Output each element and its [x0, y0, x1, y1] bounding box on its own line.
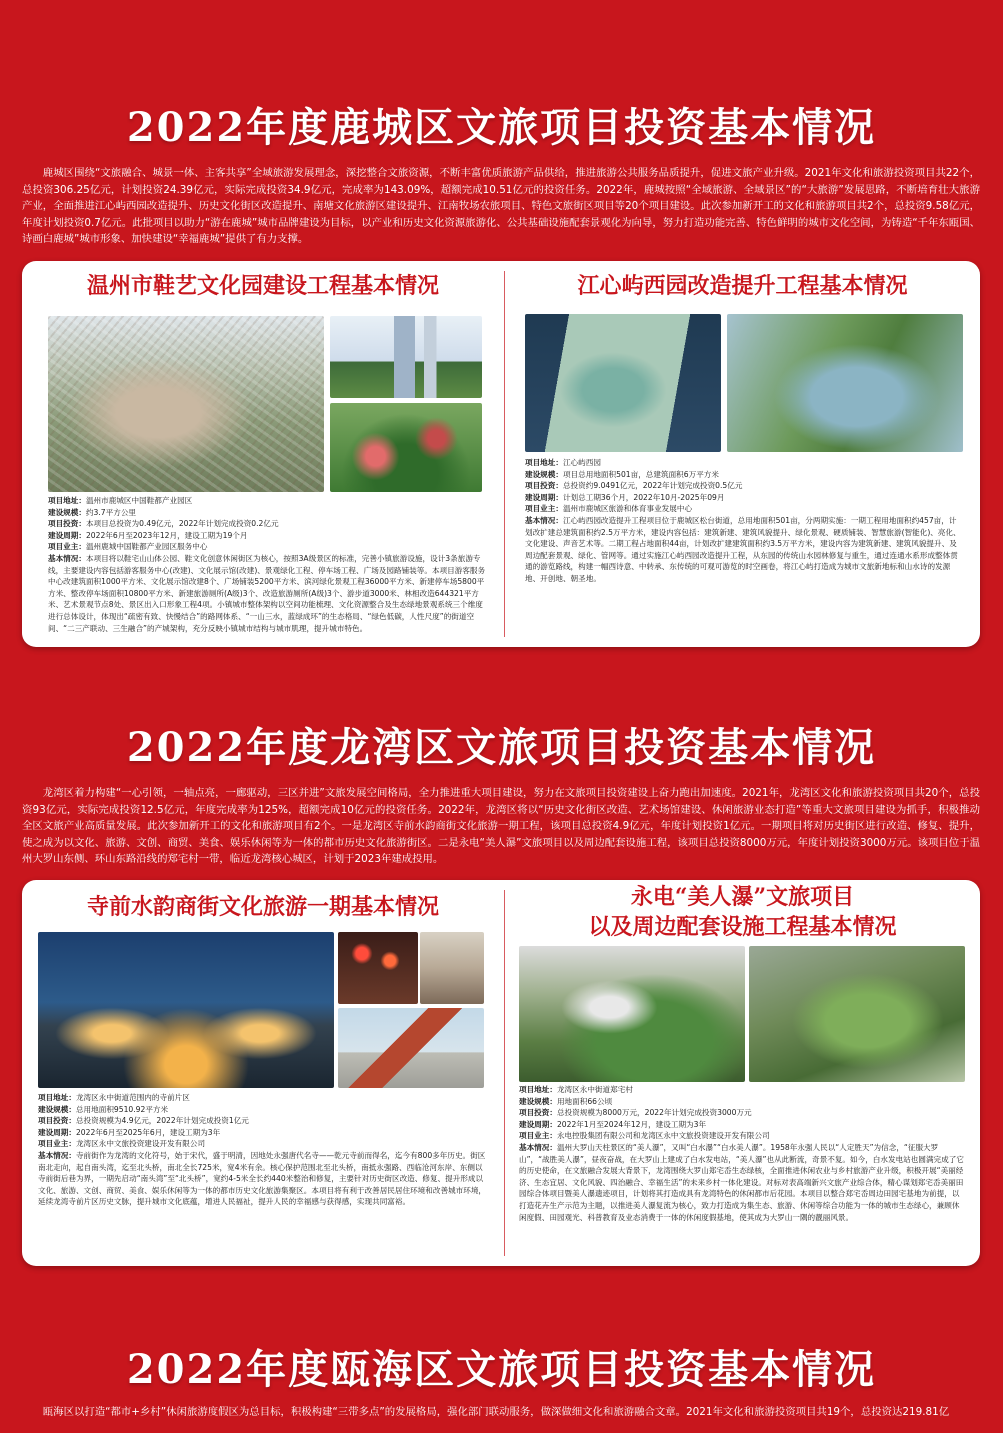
jiangxinyu-west-garden-card	[505, 261, 980, 647]
detail-label: 项目业主：	[525, 504, 563, 514]
detail-value: 龙湾区永中街道范围内的寺前片区	[75, 1093, 190, 1102]
lake-aerial-image	[727, 314, 963, 452]
detail-label: 基本情况：	[519, 1142, 557, 1152]
section-intro-ouhai: 瓯海区以打造“都市+乡村”休闲旅游度假区为总目标，积极构建“三带多点”的发展格局，强化部门联动服务，做深做细文化和旅游融合文章。2021年文化和旅游投资项目共19个，总投资达219.81亿	[42, 1406, 950, 1418]
detail-value: 温州鹿城中国鞋都产业园区服务中心	[85, 542, 208, 552]
detail-label: 项目投资：	[48, 519, 86, 529]
section-title-longwan: 2022年度龙湾区文旅项目投资基本情况	[126, 724, 877, 771]
detail-value: 总投资规模为8000万元，2022年计划完成投资3000万元	[556, 1108, 752, 1118]
card-title: 寺前水韵商街文化旅游一期基本情况	[86, 894, 439, 920]
detail-value: 用地面积66公顷	[556, 1096, 613, 1106]
detail-label: 项目投资：	[519, 1108, 557, 1118]
card-title-line2: 以及周边配套设施工程基本情况	[588, 914, 897, 940]
detail-label: 项目投资：	[525, 481, 563, 491]
mountain-aerial-image-2	[749, 946, 965, 1082]
night-street-image	[38, 932, 334, 1088]
card-title: 永电“美人瀑”文旅项目	[630, 884, 855, 910]
detail-value: 江心屿西园	[562, 458, 601, 467]
detail-label: 建设周期：	[38, 1127, 76, 1137]
section-intro-lucheng: 鹿城区围绕“文旅融合、城景一体、主客共享”全域旅游发展理念，深挖整合文旅资源，不断丰富优质旅游产品供给，推进旅游公共服务品质提升，促进文旅产业升级。2021年文化和旅游投资项目共22个，总投资306.25亿元，计划投资24.39亿元，实际完成投资34.9亿元，完成率为143.09%，超额完成10.51亿元的投资任务。2022年，鹿城按照“全域旅游、全域景区”的“大旅游”发展思路，不断培育壮大旅游产业，全面推进江心屿西园改造提升、历史文化街区改造提升、南塘文化旅游区建设提升、江南牧场农旅项目、特色文旅街区项目等20个项目建设。此次参加新开工的文化和旅游项目共2个，总投资9.58亿元，年度计划投资0.7亿元。此批项目以助力“游在鹿城”城市品牌建设为目标，以产业和历史文化资源旅游化、公共基础设施配套景观化为向导，努力打造功能完善、特色鲜明的城市文化空间，为铸造“千年东瓯国、诗画白鹿城”城市形象、加快建设“幸福鹿城”提供了有力支撑。	[22, 167, 980, 246]
detail-label: 基本情况：	[48, 553, 86, 563]
detail-value: 温州大罗山天柱景区的“美人瀑”，又叫“白水瀑”“白水美人瀑”。1958年永强人民以“人定胜天”为信念，“征服大罗山”，“战胜美人瀑”，昼夜奋战，在大罗山上建成了白水发电站，“美人瀑”也从此断流，奇景不复。如今，白水发电站也圆满完成了它的历史使命，在文旅融合发展大背景下，龙湾围绕大罗山郑宅岙生态绿核，全面推进休闲农业与乡村旅游产业升级，积极开展“美丽经济、生态宜居、文化风貌、四治融合、幸福生活”的未来乡村一体化建设。对标对表高端新兴文旅产业综合体，精心谋划郑宅岙美丽田园综合体项目暨美人瀑遗迹项目，计划将其打造成具有龙湾特色的休闲都市后花园。本项目以整合郑宅岙周边田园宅基地为前提，以打造花卉生产示范为主题，以推进美人瀑复流为核心，致力打造成为集生态、旅游、休闲等综合功能为一体的城市生态绿心，兼顾休闲度假、田园观光、科普教育及业态消费于一体的休闲度假基地，使其成为大罗山一隅的靓丽风景。	[519, 1142, 964, 1222]
lantern-street-image	[338, 932, 418, 1004]
detail-label: 项目业主：	[38, 1139, 76, 1149]
detail-value: 龙湾区永中文旅投资建设开发有限公司	[75, 1139, 206, 1149]
detail-label: 建设周期：	[525, 492, 563, 502]
detail-value: 总投资规模为4.9亿元，2022年计划完成投资1亿元	[75, 1116, 249, 1126]
detail-value: 本项目将以鞋宅山山体公园、鞋文化创意休闲街区为核心，按照3A级景区的标准，完善小镇旅游设施，设计3条旅游专线，主要建设内容包括游客服务中心(改建)、文化展示馆(改建)、景观绿化工程、停车场工程、广场及园路铺装等。本项目游客服务中心改建筑面积1000平方米、文化展示馆改建8个、广场铺装5200平方米、滨河绿化景观工程36000平方米、新建停车场5800平方米、整改停车场面积10800平方米、新建旅游厕所(A级)3个、改造旅游厕所(A级)3个、游步道3000米、林相改造644321平方米、艺术景观节点8处、景区出入口形象工程4项。小镇城市整体架构以空间功能梳理、文化资源整合及生态绿地景观系统三个维度进行总体设计，体现出“疏密有致、快慢结合”的路网体系、“一山三水，蓝绿成环”的生态格局、“绿色低碳，人性尺度”的街道空间、“二三产联动、三生融合”的产城架构，充分反映小镇城市结构与城市肌理，提升城市特色。	[48, 553, 486, 633]
detail-label: 建设规模：	[525, 469, 563, 479]
detail-value: 龙湾区永中街道郑宅村	[556, 1085, 633, 1094]
detail-label: 建设规模：	[48, 507, 86, 517]
aerial-rendering-image	[48, 316, 324, 492]
card-title: 江心屿西园改造提升工程基本情况	[577, 273, 908, 299]
detail-value: 本项目总投资为0.49亿元，2022年计划完成投资0.2亿元	[85, 519, 279, 529]
lucheng-projects-panel	[22, 261, 980, 647]
detail-value: 寺前街作为龙湾的文化符号，始于宋代，盛于明清，因地处永强唐代名寺——乾元寺前而得名，迄今有800多年历史。街区南北走向，起自南头湾，迄至北头桥，南北全长725米，宽4米有余。核心保护范围北至北头桥，南抵永强路、西临沧河东岸、东侧以寺前街后巷为界，一期先启动“南头湾”至“北头桥”，宽约4-5米全长约440米整治和修复，主要针对历史街区改造、修复、提升形成以文化、旅游、文创、商贸、美食、娱乐休闲等为一体的都市历史文化旅游集聚区。本项目将有利于改善居民居住环境和改善城市环境，延续龙湾寺前片区历史文脉，提升城市文化底蕴，增进人民福祉，提升人民的幸福感与获得感，实现共同富裕。	[38, 1150, 487, 1207]
detail-label: 项目业主：	[519, 1131, 557, 1141]
detail-value: 温州市鹿城区中国鞋都产业园区	[85, 496, 193, 505]
section-intro-longwan: 龙湾区着力构建“一心引领，一轴点亮，一廊驱动，三区并进”文旅发展空间格局，全力推进重大项目建设，努力在文旅项目投资建设上奋力跑出加速度。2021年，龙湾区文化和旅游投资项目共20个，总投资93亿元，实际完成投资12.5亿元，年度完成率为125%，超额完成10亿元的投资任务。2022年，龙湾区将以“历史文化街区改造、艺术场馆建设、休闲旅游业态打造”等重大文旅项目建设为抓手，积极推动全区文旅产业高质量发展。此次参加新开工的文化和旅游项目有2个。一是龙湾区寺前水韵商街文化旅游一期工程，该项目总投资4.9亿元，年度计划投资1亿元。一期项目将对历史街区进行改造、修复、提升，使之成为以文化、旅游、文创、商贸、美食、娱乐休闲等为一体的都市历史文化旅游街区。二是永电“美人瀑”文旅项目以及周边配套设施工程，该项目总投资8000万元，年度计划投资3000万元。该项目位于温州大罗山东侧、环山东路沿线的郑宅村一带，临近龙湾核心城区，计划于2023年建成投用。	[22, 787, 980, 866]
detail-value: 2022年6月至2023年12月，建设工期为19个月	[85, 530, 248, 540]
siqian-street-card	[22, 880, 504, 1266]
detail-label: 项目业主：	[48, 542, 86, 552]
project-details	[519, 1084, 965, 1223]
tower-photo-image	[330, 316, 482, 398]
detail-value: 计划总工期36个月，2022年10月-2025年09月	[562, 492, 725, 502]
detail-value: 永电控股集团有限公司和龙湾区永中文旅投资建设开发有限公司	[556, 1131, 770, 1141]
meirenpu-project-card	[505, 880, 980, 1266]
detail-label: 基本情况：	[38, 1150, 76, 1160]
detail-label: 建设周期：	[48, 530, 86, 540]
project-details	[38, 1092, 488, 1208]
project-details	[525, 457, 963, 585]
detail-label: 项目投资：	[38, 1116, 76, 1126]
detail-label: 项目地址：	[519, 1085, 557, 1094]
section-title-lucheng: 2022年度鹿城区文旅项目投资基本情况	[126, 104, 877, 151]
detail-value: 2022年1月至2024年12月，建设工期为3年	[556, 1119, 707, 1129]
mountain-aerial-image-1	[519, 946, 745, 1082]
detail-label: 建设规模：	[38, 1104, 76, 1114]
detail-label: 建设规模：	[519, 1096, 557, 1106]
detail-value: 总投资约9.0491亿元，2022年计划完成投资0.5亿元	[562, 481, 743, 491]
detail-label: 建设周期：	[519, 1119, 557, 1129]
site-plan-image	[525, 314, 721, 452]
detail-label: 项目地址：	[38, 1093, 76, 1102]
detail-value: 约3.7平方公里	[85, 507, 137, 517]
detail-label: 项目地址：	[48, 496, 86, 505]
detail-value: 江心屿西园改造提升工程项目位于鹿城区松台街道，总用地面积501亩，分两期实施：一期工程用地面积约457亩，计划改扩建总建筑面积约2.5万平方米，建设内容包括：建筑新建、建筑风貌提升、绿化景观、硬质铺装、智慧旅游(智能化)、亮化、文化建设、声音艺术等。二期工程占地面积44亩，计划改扩建建筑面积约3.5万平方米，建设内容为建筑新建、建筑风貌提升、及周边配套景观、绿化、管网等。通过实施江心屿西园改造提升工程，从东园的传统山水园林修复与重生，通过连通水系形成整体贯通的游览路线，构建一幅西诗意、中转承、东传统的可观可游览的时空画卷，将江心屿打造成为城市文旅新地标和山水诗的发源地、开创地、朝圣地。	[525, 515, 961, 583]
old-street-image	[420, 932, 484, 1004]
detail-value: 项目总用地面积501亩，总建筑面积6万平方米	[562, 469, 719, 479]
detail-value: 温州市鹿城区旅游和体育事业发展中心	[562, 504, 693, 514]
project-details	[48, 495, 488, 634]
longwan-projects-panel	[22, 880, 980, 1266]
garden-photo-image	[330, 403, 482, 492]
detail-label: 基本情况：	[525, 515, 563, 525]
shoe-culture-park-card	[22, 261, 504, 647]
detail-value: 2022年6月至2025年6月，建设工期为3年	[75, 1127, 221, 1137]
detail-label: 项目地址：	[525, 458, 563, 467]
card-title: 温州市鞋艺文化园建设工程基本情况	[86, 273, 439, 299]
plaza-image	[338, 1008, 484, 1088]
section-title-ouhai: 2022年度瓯海区文旅项目投资基本情况	[126, 1346, 877, 1393]
detail-value: 总用地面积9510.92平方米	[75, 1104, 169, 1114]
